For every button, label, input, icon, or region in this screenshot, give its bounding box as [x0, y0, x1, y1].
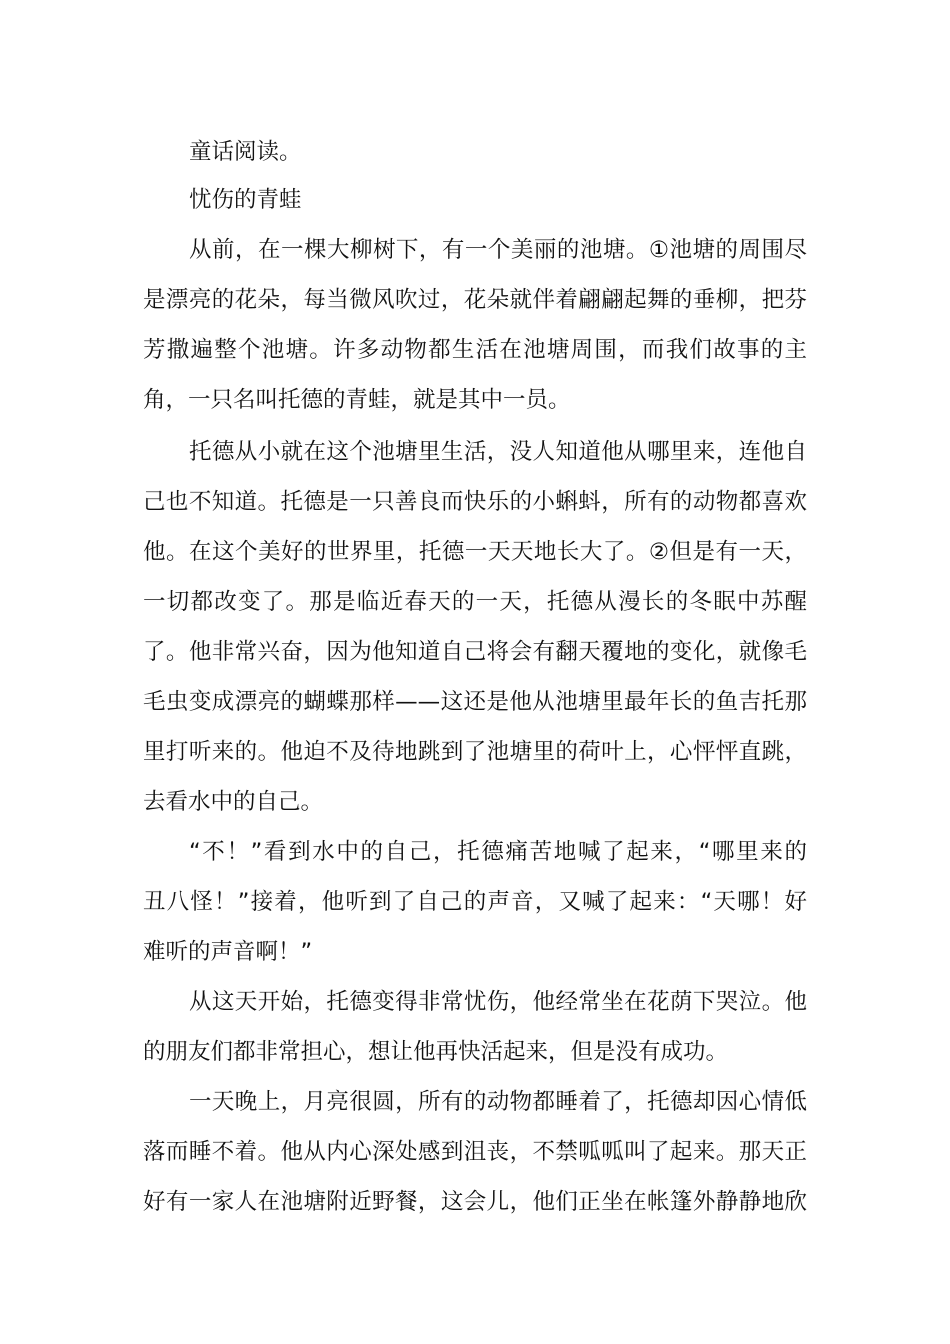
paragraph-3-line-3: 难听的声音啊！”: [143, 939, 313, 965]
paragraph-1-line-1: 从前，在一棵大柳树下，有一个美丽的池塘。①池塘的周围尽: [189, 237, 807, 263]
paragraph-5-line-3: 好有一家人在池塘附近野餐，这会儿，他们正坐在帐篷外静静地欣: [143, 1189, 807, 1215]
paragraph-1-line-3: 芳撒遍整个池塘。许多动物都生活在池塘周围，而我们故事的主: [143, 337, 807, 363]
paragraph-1-line-4: 角，一只名叫托德的青蛙，就是其中一员。: [143, 387, 571, 413]
paragraph-4-line-1: 从这天开始，托德变得非常忧伤，他经常坐在花荫下哭泣。他: [189, 989, 807, 1015]
story-title: 忧伤的青蛙: [189, 187, 302, 213]
paragraph-2-line-6: 毛虫变成漂亮的蝴蝶那样——这还是他从池塘里最年长的鱼吉托那: [143, 689, 807, 715]
paragraph-2-line-3: 他。在这个美好的世界里，托德一天天地长大了。②但是有一天，: [143, 539, 807, 565]
paragraph-3-line-2: 丑八怪！”接着，他听到了自己的声音，又喊了起来：“天哪！好: [143, 889, 807, 915]
paragraph-2-line-5: 了。他非常兴奋，因为他知道自己将会有翻天覆地的变化，就像毛: [143, 639, 807, 665]
paragraph-2-line-2: 己也不知道。托德是一只善良而快乐的小蝌蚪，所有的动物都喜欢: [143, 489, 807, 515]
paragraph-1-line-2: 是漂亮的花朵，每当微风吹过，花朵就伴着翩翩起舞的垂柳，把芬: [143, 287, 807, 313]
paragraph-2-line-4: 一切都改变了。那是临近春天的一天，托德从漫长的冬眠中苏醒: [143, 589, 807, 615]
paragraph-3-line-1: “不！”看到水中的自己，托德痛苦地喊了起来，“哪里来的: [189, 839, 807, 865]
paragraph-2-line-7: 里打听来的。他迫不及待地跳到了池塘里的荷叶上，心怦怦直跳，: [143, 739, 807, 765]
paragraph-5-line-2: 落而睡不着。他从内心深处感到沮丧，不禁呱呱叫了起来。那天正: [143, 1139, 807, 1165]
paragraph-2-line-1: 托德从小就在这个池塘里生活，没人知道他从哪里来，连他自: [189, 439, 807, 465]
paragraph-5-line-1: 一天晚上，月亮很圆，所有的动物都睡着了，托德却因心情低: [189, 1089, 807, 1115]
paragraph-4-line-2: 的朋友们都非常担心，想让他再快活起来，但是没有成功。: [143, 1039, 729, 1065]
section-heading: 童话阅读。: [189, 139, 302, 165]
paragraph-2-line-8: 去看水中的自己。: [143, 789, 324, 815]
